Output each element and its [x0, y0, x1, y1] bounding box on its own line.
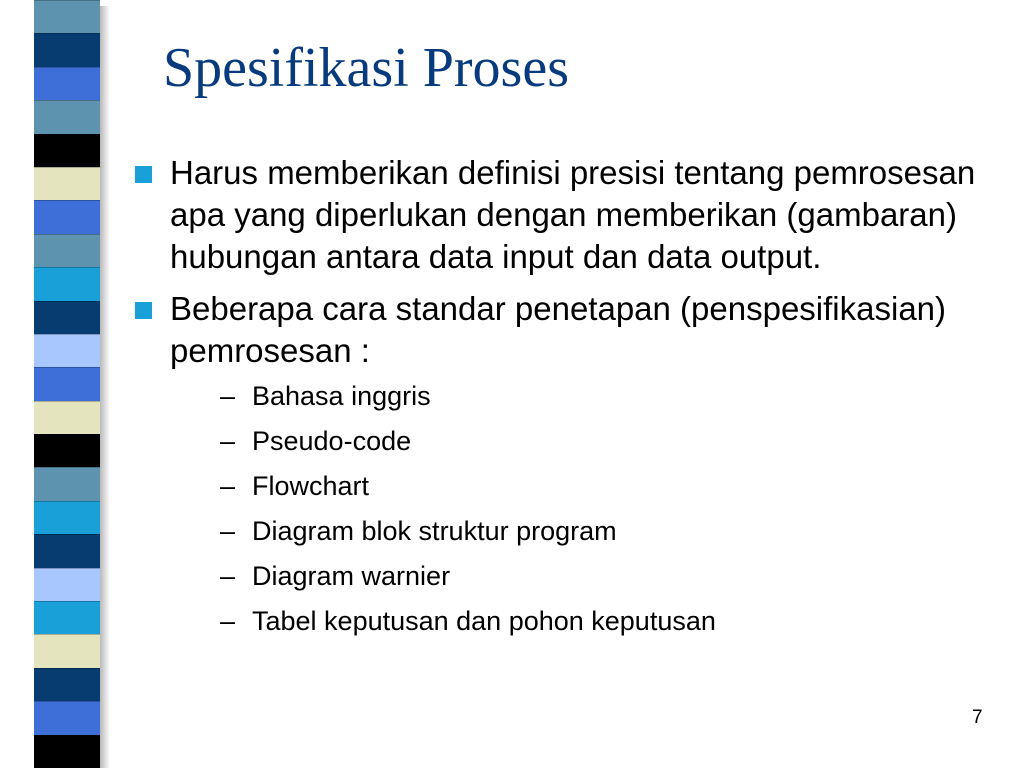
dash-icon: – [220, 471, 236, 501]
dash-icon: – [220, 606, 236, 636]
stripe-shadow [100, 6, 110, 768]
stripe-segment [34, 367, 100, 401]
stripe-segment [34, 467, 100, 501]
stripe-segment [34, 100, 100, 134]
stripe-segment [34, 200, 100, 234]
page-number: 7 [972, 707, 983, 728]
stripe-segment [34, 568, 100, 602]
square-bullet-icon [135, 302, 152, 319]
stripe-segment [34, 501, 100, 535]
sub-bullet-item [170, 509, 1000, 554]
sub-bullet-item [170, 419, 1000, 464]
dash-icon: – [220, 561, 236, 591]
stripe-segment [34, 534, 100, 568]
sub-bullet-item [170, 554, 1000, 599]
stripe-segment [34, 167, 100, 201]
decorative-stripe [34, 0, 100, 768]
dash-icon: – [220, 381, 236, 411]
stripe-segment [34, 434, 100, 468]
sub-bullet-text: Pseudo-code [252, 426, 412, 456]
stripe-segment [34, 334, 100, 368]
sub-bullet-text: Diagram warnier [252, 561, 451, 591]
bullet-item-1 [130, 152, 1000, 278]
sub-bullet-text: Flowchart [252, 471, 370, 501]
stripe-segment [34, 234, 100, 268]
stripe-segment [34, 634, 100, 668]
dash-icon: – [220, 426, 236, 456]
sub-bullet-text: Diagram blok struktur program [252, 516, 617, 546]
stripe-segment [34, 0, 100, 34]
square-bullet-icon [135, 166, 152, 183]
slide-title: Spesifikasi Proses [163, 37, 569, 99]
stripe-segment [34, 134, 100, 168]
stripe-segment [34, 601, 100, 635]
stripe-segment [34, 33, 100, 67]
stripe-segment [34, 301, 100, 335]
dash-icon: – [220, 516, 236, 546]
stripe-segment [34, 401, 100, 435]
stripe-segment [34, 735, 100, 768]
bullet-text: Beberapa cara standar penetapan (penspesifikasian) pemrosesan : [170, 290, 947, 369]
stripe-segment [34, 701, 100, 735]
bullet-text: Harus memberikan definisi presisi tentang pemrosesan apa yang diperlukan dengan memberikan (gambaran) hubungan antara data input dan data output. [170, 154, 976, 275]
bullet-item-2 [130, 288, 1000, 644]
sub-bullet-text: Bahasa inggris [252, 381, 431, 411]
sub-bullet-item [170, 374, 1000, 419]
stripe-segment [34, 67, 100, 101]
stripe-segment [34, 668, 100, 702]
sub-bullet-item [170, 599, 1000, 644]
sub-bullet-list [170, 374, 1000, 644]
stripe-segment [34, 267, 100, 301]
sub-bullet-item [170, 464, 1000, 509]
sub-bullet-text: Tabel keputusan dan pohon keputusan [252, 606, 716, 636]
bullet-list [130, 152, 1000, 654]
